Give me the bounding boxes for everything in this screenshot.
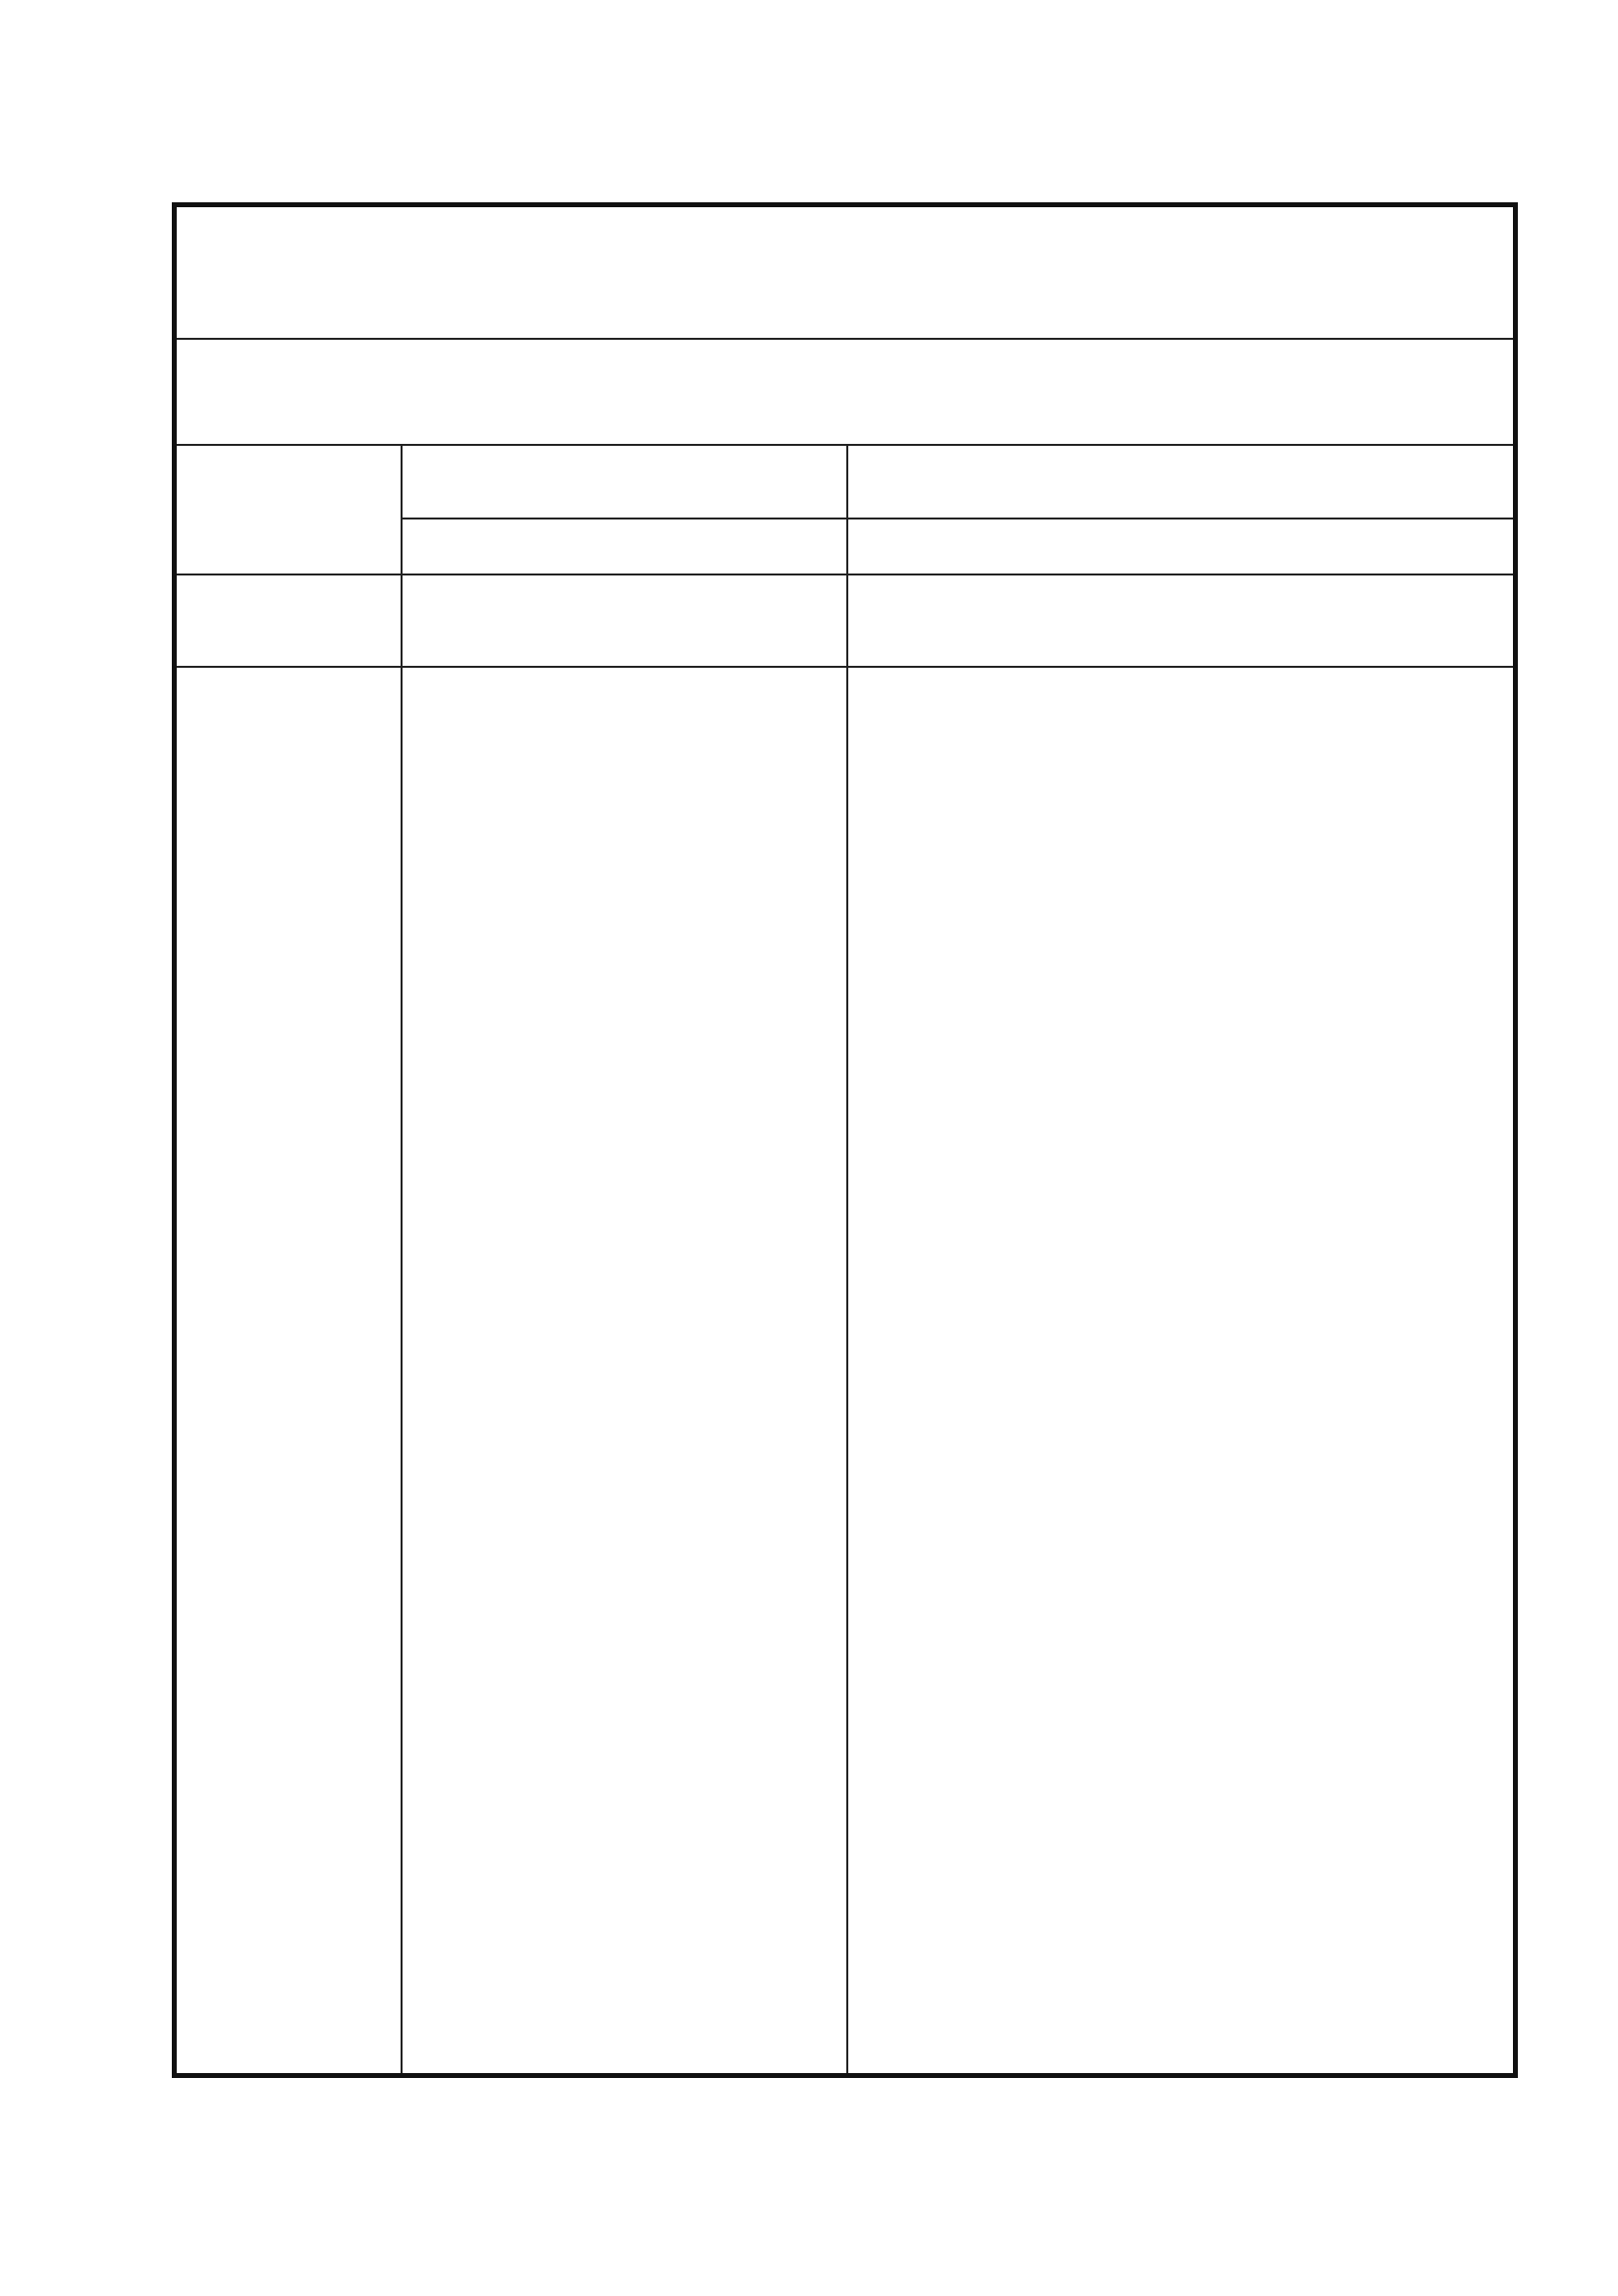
form-subtitle-row [177, 340, 1513, 446]
entry-row [177, 575, 1513, 668]
form-title [185, 207, 1501, 338]
column-divider-1 [401, 446, 403, 2073]
registration-form-frame [172, 202, 1518, 2078]
column-divider-2 [846, 446, 848, 2073]
form-subtitle [263, 340, 1499, 444]
header-row [177, 446, 1513, 575]
form-title-row [177, 207, 1513, 340]
